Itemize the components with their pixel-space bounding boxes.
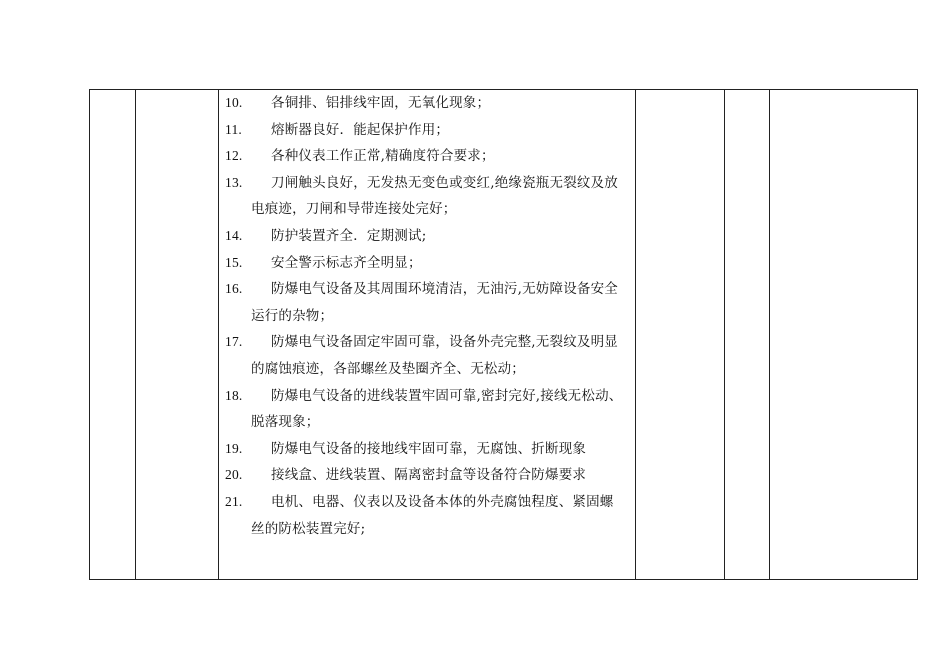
- list-item: [225, 383, 625, 436]
- list-item: [225, 329, 625, 382]
- item-number: 11.: [225, 121, 242, 137]
- requirements-list: [219, 90, 635, 542]
- item-text: 防爆电气设备的进线装置牢固可靠,密封完好,接线无松动、脱落现象；: [251, 387, 623, 431]
- item-text: 防爆电气设备的接地线牢固可靠，无腐蚀、折断现象: [271, 440, 587, 457]
- item-number: 21.: [225, 493, 243, 509]
- cell-index: [90, 90, 136, 580]
- item-number: 17.: [225, 334, 243, 350]
- list-item: [225, 250, 625, 277]
- item-number: 19.: [225, 440, 243, 456]
- cell-remarks: [770, 90, 918, 580]
- list-item: [225, 462, 625, 489]
- item-number: 14.: [225, 227, 243, 243]
- list-item: [225, 117, 625, 144]
- table-row: [90, 90, 918, 580]
- list-item: [225, 90, 625, 117]
- list-item: [225, 489, 625, 542]
- item-text: 各铜排、铝排线牢固，无氧化现象；: [271, 95, 491, 111]
- item-text: 刀闸触头良好，无发热无变色或变红,绝缘瓷瓶无裂纹及放电痕迹，刀闸和导带连接处完好；: [251, 174, 618, 218]
- list-item: [225, 170, 625, 223]
- cell-requirements: [219, 90, 636, 580]
- cell-category: [136, 90, 219, 580]
- list-item: [225, 223, 625, 250]
- list-item: [225, 143, 625, 170]
- cell-score: [725, 90, 770, 580]
- item-text: 熔断器良好．能起保护作用；: [271, 121, 450, 138]
- item-number: 16.: [225, 281, 243, 297]
- item-text: 接线盒、进线装置、隔离密封盒等设备符合防爆要求: [271, 467, 587, 484]
- inspection-table: [89, 89, 918, 580]
- item-text: 防爆电气设备及其周围环境清洁，无油污,无妨障设备安全运行的杂物；: [251, 281, 618, 324]
- item-number: 18.: [225, 387, 243, 403]
- item-text: 电机、电器、仪表以及设备本体的外壳腐蚀程度、紧固螺丝的防松装置完好;: [251, 493, 614, 537]
- item-number: 10.: [225, 95, 243, 110]
- item-number: 12.: [225, 148, 243, 164]
- item-text: 安全警示标志齐全明显；: [271, 254, 422, 271]
- list-item: [225, 276, 625, 329]
- item-number: 20.: [225, 467, 243, 483]
- item-number: 13.: [225, 174, 243, 190]
- list-item: [225, 436, 625, 463]
- item-number: 15.: [225, 254, 243, 270]
- item-text: 防爆电气设备固定牢固可靠，设备外壳完整,无裂纹及明显的腐蚀痕迹，各部螺丝及垫圈齐全、无松动；: [251, 334, 618, 377]
- cell-method: [636, 90, 725, 580]
- item-text: 防护装置齐全．定期测试;: [271, 227, 427, 244]
- item-text: 各种仪表工作正常,精确度符合要求；: [271, 148, 495, 165]
